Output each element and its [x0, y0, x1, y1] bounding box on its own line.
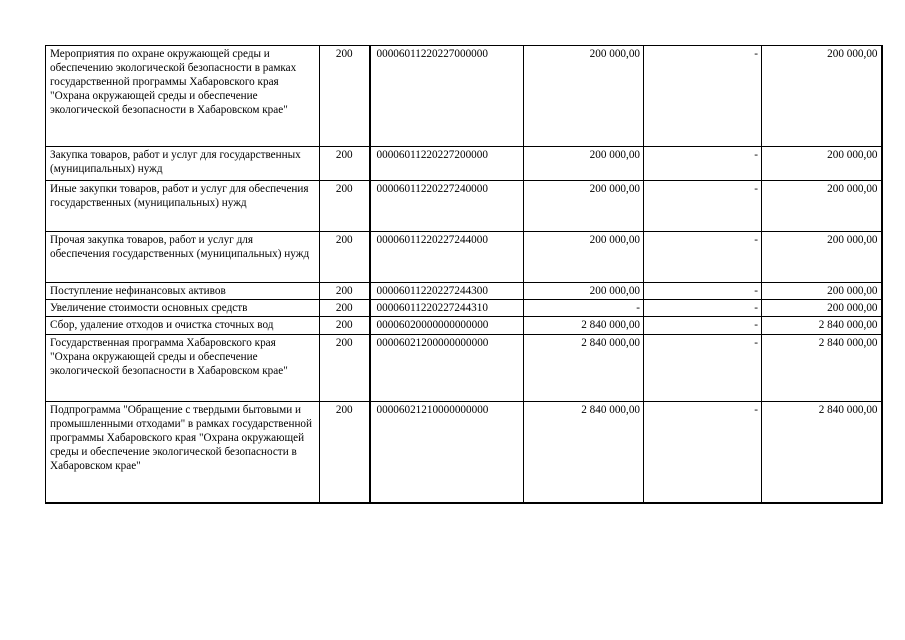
row-executed: - — [644, 317, 762, 335]
row-name: Увеличение стоимости основных средств — [46, 300, 320, 317]
row-unexecuted: 2 840 000,00 — [762, 317, 882, 335]
table-row — [46, 335, 882, 402]
row-line-code: 200 — [320, 335, 370, 402]
row-line-code: 200 — [320, 402, 370, 503]
table-row — [46, 300, 882, 317]
row-unexecuted: 2 840 000,00 — [762, 335, 882, 402]
row-budget-code: 00006011220227244000 — [370, 232, 524, 283]
row-line-code: 200 — [320, 283, 370, 300]
row-line-code: 200 — [320, 300, 370, 317]
row-name: Прочая закупка товаров, работ и услуг для обеспечения государственных (муниципальных) нужд — [46, 232, 320, 283]
row-budget-code: 00006011220227244300 — [370, 283, 524, 300]
row-line-code: 200 — [320, 46, 370, 147]
row-budget-code: 00006021200000000000 — [370, 335, 524, 402]
row-unexecuted: 2 840 000,00 — [762, 402, 882, 503]
table-row — [46, 46, 882, 147]
row-executed: - — [644, 402, 762, 503]
row-executed: - — [644, 46, 762, 147]
table-row — [46, 283, 882, 300]
row-budget-code: 00006011220227200000 — [370, 147, 524, 181]
row-executed: - — [644, 335, 762, 402]
row-executed: - — [644, 181, 762, 232]
row-name: Поступление нефинансовых активов — [46, 283, 320, 300]
row-approved: 2 840 000,00 — [524, 317, 644, 335]
row-name: Закупка товаров, работ и услуг для государственных (муниципальных) нужд — [46, 147, 320, 181]
row-unexecuted: 200 000,00 — [762, 46, 882, 147]
row-unexecuted: 200 000,00 — [762, 232, 882, 283]
row-budget-code: 00006021210000000000 — [370, 402, 524, 503]
row-unexecuted: 200 000,00 — [762, 147, 882, 181]
row-approved: 2 840 000,00 — [524, 335, 644, 402]
row-unexecuted: 200 000,00 — [762, 300, 882, 317]
row-approved: 200 000,00 — [524, 232, 644, 283]
row-executed: - — [644, 147, 762, 181]
budget-execution-table — [45, 45, 883, 504]
table-row — [46, 402, 882, 503]
row-line-code: 200 — [320, 317, 370, 335]
table-row — [46, 317, 882, 335]
row-budget-code: 00006011220227000000 — [370, 46, 524, 147]
row-name: Подпрограмма "Обращение с твердыми бытовыми и промышленными отходами" в рамках государственной программы Хабаровского края "Охрана окружающей среды и обеспечение экологической безопасности в Хабаровском крае" — [46, 402, 320, 503]
table-row — [46, 232, 882, 283]
row-approved: - — [524, 300, 644, 317]
row-approved: 200 000,00 — [524, 147, 644, 181]
row-name: Мероприятия по охране окружающей среды и обеспечению экологической безопасности в рамках государственной программы Хабаровского края "Охрана окружающей среды и обеспечение экологической безопасности в Хабаровском крае" — [46, 46, 320, 147]
row-unexecuted: 200 000,00 — [762, 283, 882, 300]
row-budget-code: 00006020000000000000 — [370, 317, 524, 335]
row-name: Иные закупки товаров, работ и услуг для обеспечения государственных (муниципальных) нужд — [46, 181, 320, 232]
row-name: Государственная программа Хабаровского края "Охрана окружающей среды и обеспечение экологической безопасности в Хабаровском крае" — [46, 335, 320, 402]
row-approved: 200 000,00 — [524, 46, 644, 147]
row-executed: - — [644, 300, 762, 317]
row-name: Сбор, удаление отходов и очистка сточных вод — [46, 317, 320, 335]
table-row — [46, 181, 882, 232]
row-budget-code: 00006011220227240000 — [370, 181, 524, 232]
row-approved: 200 000,00 — [524, 283, 644, 300]
row-executed: - — [644, 232, 762, 283]
row-approved: 200 000,00 — [524, 181, 644, 232]
row-budget-code: 00006011220227244310 — [370, 300, 524, 317]
table-row — [46, 147, 882, 181]
row-line-code: 200 — [320, 147, 370, 181]
row-line-code: 200 — [320, 232, 370, 283]
row-line-code: 200 — [320, 181, 370, 232]
row-unexecuted: 200 000,00 — [762, 181, 882, 232]
row-approved: 2 840 000,00 — [524, 402, 644, 503]
row-executed: - — [644, 283, 762, 300]
